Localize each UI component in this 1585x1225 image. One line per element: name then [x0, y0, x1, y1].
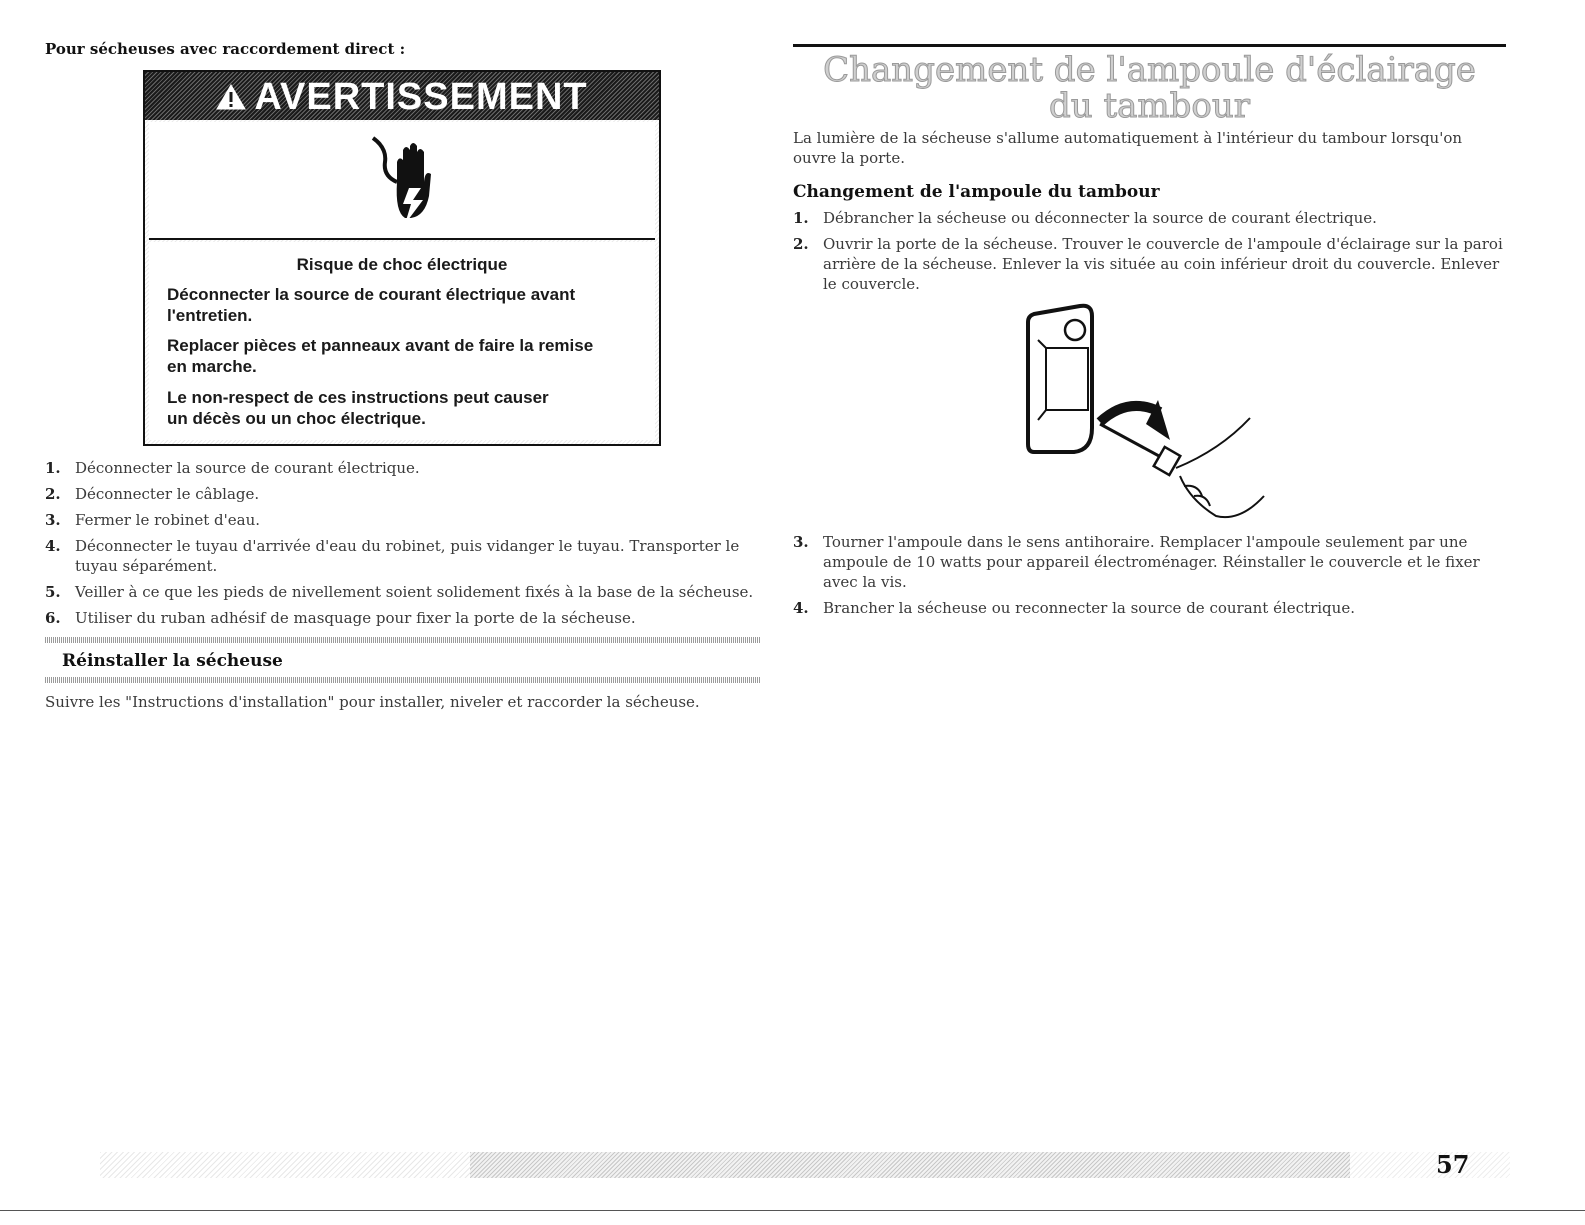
list-item: 6. Utiliser du ruban adhésif de masquage pour fixer la porte de la sécheuse.: [45, 609, 636, 627]
warning-risk: Risque de choc électrique: [296, 255, 508, 274]
list-item: 1. Débrancher la sécheuse ou déconnecter la source de courant électrique.: [793, 209, 1377, 227]
footer-bar: [470, 1152, 1350, 1178]
intro-paragraph: La lumière de la sécheuse s'allume automatiquement à l'intérieur du tambour lorsqu'on ouvre la porte.: [793, 129, 1463, 167]
list-item: 5. Veiller à ce que les pieds de nivellement soient solidement fixés à la base de la sécheuse.: [45, 583, 754, 601]
warning-triangle-icon: [216, 74, 246, 124]
list-item: 2. Ouvrir la porte de la sécheuse. Trouver le couvercle de l'ampoule d'éclairage sur la paroi arrière de la sécheuse. Enlever la vis située au coin inférieur droit du couvercle. Enlever le couvercle.: [793, 235, 1503, 293]
reinstall-heading: Réinstaller la sécheuse: [62, 651, 283, 671]
footer-bar-fade-left: [100, 1152, 470, 1178]
warning-line-2b: en marche.: [167, 357, 257, 376]
warning-line-1a: Déconnecter la source de courant électrique avant: [167, 285, 576, 304]
bulb-steps-list-b: [793, 532, 1506, 624]
footer-bar-fade-right: [1350, 1152, 1510, 1178]
warning-line-3b: un décès ou un choc électrique.: [167, 409, 426, 428]
page-title: Changement de l'ampoule d'éclairage du tambour: [823, 50, 1476, 126]
list-item: 4. Brancher la sécheuse ou reconnecter la source de courant électrique.: [793, 599, 1355, 617]
list-item: 3. Tourner l'ampoule dans le sens antihoraire. Remplacer l'ampoule seulement par une ampoule de 10 watts pour appareil électroménager. Réinstaller le couvercle et le fixer avec la vis.: [793, 533, 1480, 591]
warning-text-area: [149, 242, 655, 440]
list-item: 4. Déconnecter le tuyau d'arrivée d'eau du robinet, puis vidanger le tuyau. Transporter le tuyau séparément.: [45, 537, 740, 575]
warning-title: AVERTISSEMENT: [254, 76, 588, 118]
warning-line-1b: l'entretien.: [167, 306, 253, 325]
bulb-steps-list-a: [793, 208, 1506, 300]
section-divider-top: [45, 637, 760, 643]
warning-line-2a: Replacer pièces et panneaux avant de faire la remise: [167, 336, 594, 355]
title-rule: [793, 44, 1506, 47]
section-divider-bottom: [45, 677, 760, 683]
warning-header: [145, 72, 659, 120]
warning-box: [143, 70, 661, 446]
section-heading-direct-wire: Pour sécheuses avec raccordement direct :: [45, 40, 406, 58]
list-item: 3. Fermer le robinet d'eau.: [45, 511, 261, 529]
disconnect-steps-list: [45, 458, 760, 634]
page-number: 57: [1436, 1150, 1470, 1179]
bulb-subheading: Changement de l'ampoule du tambour: [793, 182, 1160, 202]
warning-icon-area: [149, 122, 655, 240]
bulb-cover-illustration: [1020, 300, 1270, 534]
list-item: 2. Déconnecter le câblage.: [45, 485, 260, 503]
list-item: 1. Déconnecter la source de courant électrique.: [45, 459, 420, 477]
bottom-rule: [0, 1210, 1585, 1211]
electric-shock-hand-icon: [369, 132, 439, 236]
warning-line-3a: Le non-respect de ces instructions peut causer: [167, 388, 549, 407]
reinstall-text: Suivre les "Instructions d'installation" pour installer, niveler et raccorder la sécheuse.: [45, 693, 700, 711]
